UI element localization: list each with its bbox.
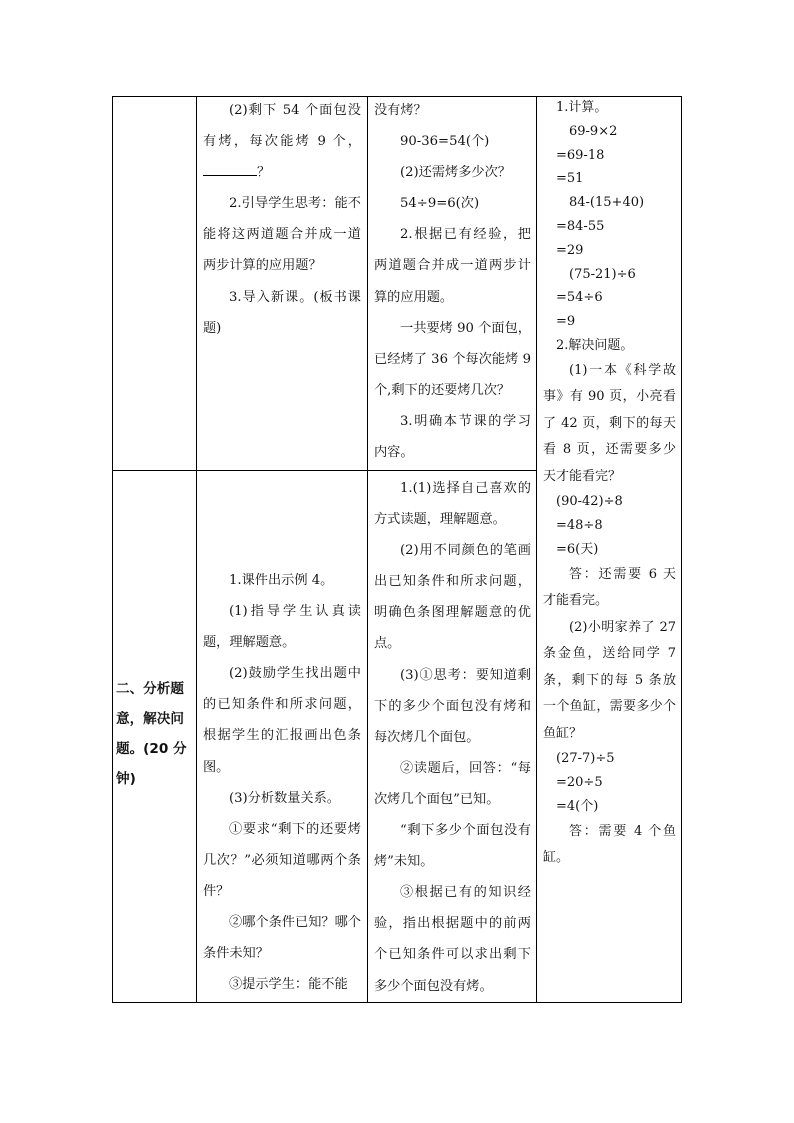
practice-line: (2)小明家养了 27 条金鱼，送给同学 7 条，剩下的每 5 条放一个鱼缸，需要多少个鱼缸？ [543, 619, 676, 741]
teacher-text: 2.引导学生思考：能不能将这两道题合并成一道两步计算的应用题？ [203, 196, 361, 274]
teacher-text: 1.课件出示例 4。 [229, 573, 334, 588]
practice-line: 答：还需要 6 天才能看完。 [543, 566, 676, 609]
student-text: 3.明确本节课的学习内容。 [374, 413, 531, 461]
practice-line: (90-42)÷8 [556, 494, 623, 510]
practice-line: =51 [556, 171, 584, 187]
student-text: (2)用不同颜色的笔画出已知条件和所求问题，明确色条图理解题意的优点。 [374, 543, 531, 652]
student-text: ②读题后，回答：“每次烤几个面包”已知。 [374, 760, 531, 807]
practice-line: =6(天) [556, 541, 599, 557]
teacher-text: ②哪个条件已知？哪个条件未知？ [203, 915, 361, 962]
teacher-text: (3)分析数量关系。 [229, 790, 340, 806]
teacher-text: (1)指导学生认真读题，理解题意。 [203, 604, 361, 651]
teacher-text: ①要求“剩下的还要烤几次？”必须知道哪两个条件？ [203, 821, 361, 899]
student-text: 90-36=54(个) [400, 134, 490, 150]
practice-line: 2.解决问题。 [556, 337, 634, 353]
practice-line: =20÷5 [556, 774, 603, 790]
student-text: (2)还需烤多少次？ [400, 165, 511, 181]
practice-line: 69-9×2 [569, 123, 618, 139]
practice-line: =48÷8 [556, 518, 603, 534]
stage-cell-empty [112, 96, 196, 470]
practice-line: 答：需要 4 个鱼缸。 [543, 823, 676, 866]
practice-line: =4(个) [556, 798, 599, 814]
teacher-text: ③提示学生：能不能 [229, 977, 348, 993]
student-text: 一共要烤 90 个面包，已经烤了 36 个每次能烤 9 个,剩下的还要烤几次？ [374, 320, 531, 398]
teacher-activity-cell [196, 470, 367, 1002]
student-activity-cell [367, 470, 537, 1002]
practice-line: =9 [556, 314, 576, 330]
teacher-text: 3.导入新课。(板书课题) [203, 289, 361, 336]
student-text: 54÷9=6(次) [400, 196, 480, 212]
answer-blank [203, 161, 257, 176]
practice-line: =69-18 [556, 147, 605, 163]
table-border-right [681, 96, 682, 1003]
stage-heading: 二、分析题意，解决问题。(20 分钟) [116, 681, 187, 787]
teacher-activity-cell [196, 96, 367, 470]
practice-line: =29 [556, 242, 584, 258]
stage-cell [112, 470, 196, 1002]
student-activity-cell [367, 96, 537, 470]
practice-line: (1)一本《科学故事》有 90 页，小亮看了 42 页，剩下的每天看 8 页，还需要多少天才能看完？ [543, 362, 676, 484]
student-text: ③根据已有的知识经验，指出根据题中的前两个已知条件可以求出剩下多少个面包没有烤。 [374, 885, 531, 994]
practice-line: 84-(15+40) [569, 195, 645, 211]
teacher-text: (2)剩下 54 个面包没有烤，每次能烤 9 个，？ [203, 103, 361, 181]
practice-cell [536, 96, 681, 1002]
student-text: “剩下多少个面包没有烤”未知。 [374, 823, 531, 870]
practice-line: (75-21)÷6 [569, 266, 636, 282]
student-text: 2.根据已有经验，把两道题合并成一道两步计算的应用题。 [374, 227, 531, 305]
practice-line: 1.计算。 [556, 100, 608, 115]
student-text: 1.(1)选择自己喜欢的方式读题，理解题意。 [374, 481, 531, 528]
practice-line: =54÷6 [556, 290, 603, 306]
table-border-bottom [112, 1002, 682, 1003]
student-text: (3)①思考：要知道剩下的多少个面包没有烤和每次烤几个面包。 [374, 667, 531, 745]
practice-line: =84-55 [556, 218, 605, 234]
student-text: 没有烤？ [374, 103, 427, 118]
practice-line: (27-7)÷5 [556, 751, 615, 767]
teacher-text: (2)鼓励学生找出题中的已知条件和所求问题，根据学生的汇报画出色条图。 [203, 666, 361, 775]
